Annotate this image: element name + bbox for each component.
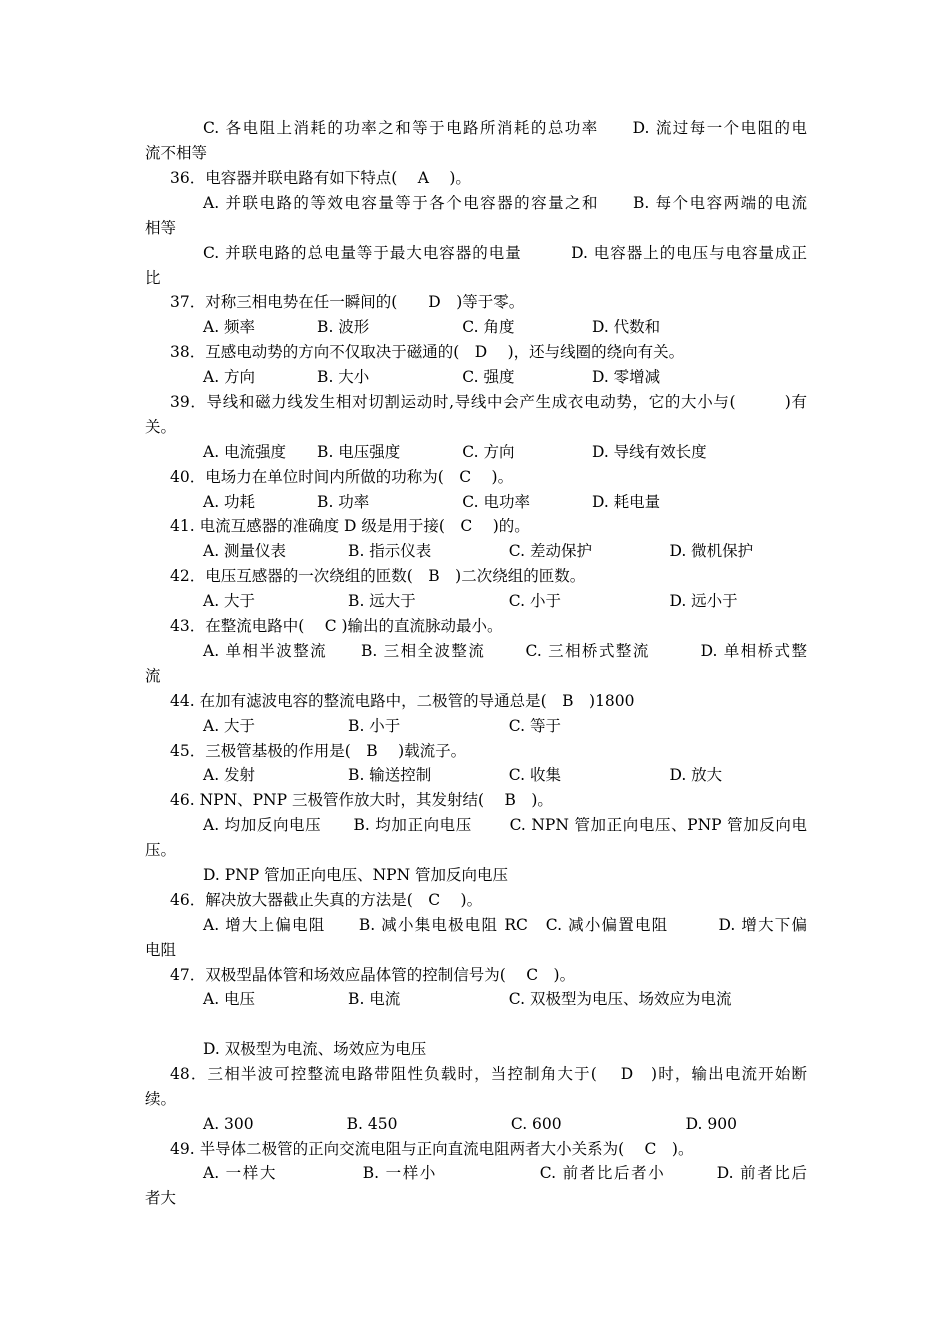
question-39-title: 39．导线和磁力线发生相对切割运动时,导线中会产生成衣电动势，它的大小与( )有 [170,393,807,411]
text-line: 续。 [145,1090,177,1108]
text-line: 比 [145,269,161,287]
question-37-title: 37．对称三相电势在任一瞬间的( D )等于零。 [170,293,525,311]
question-49-title: 49. 半导体二极管的正向交流电阻与正向直流电阻两者大小关系为( C )。 [170,1140,694,1158]
question-46b-title: 46．解决放大器截止失真的方法是( C )。 [170,891,483,909]
text-line: 流不相等 [145,144,208,162]
text-line: C. 各电阻上消耗的功率之和等于电路所消耗的总功率 D. 流过每一个电阻的电 [203,119,807,137]
question-38-title: 38．互感电动势的方向不仅取决于磁通的( D )，还与线圈的绕向有关。 [170,343,685,361]
question-40-title: 40．电场力在单位时间内所做的功称为( C )。 [170,468,514,486]
question-38-options: A. 方向 B. 大小 C. 强度 D. 零增减 [203,368,661,386]
text-line: 流 [145,667,161,685]
text-line: C. 并联电路的总电量等于最大电容器的电量 D. 电容器上的电压与电容量成正 [203,244,807,262]
question-46-option-d: D. PNP 管加正向电压、NPN 管加反向电压 [203,866,509,884]
text-line: 压。 [145,841,177,859]
question-47-title: 47．双极型晶体管和场效应晶体管的控制信号为( C )。 [170,966,576,984]
question-45-title: 45．三极管基极的作用是( B )载流子。 [170,742,467,760]
question-45-options: A. 发射 B. 输送控制 C. 收集 D. 放大 [203,766,723,784]
question-46-title: 46. NPN、PNP 三极管作放大时，其发射结( B )。 [170,791,553,809]
question-47-option-d: D. 双极型为电流、场效应为电压 [203,1040,427,1058]
question-48-title: 48．三相半波可控整流电路带阻性负载时，当控制角大于( D )时，输出电流开始断 [170,1065,807,1083]
question-43-title: 43．在整流电路中( C )输出的直流脉动最小。 [170,617,503,635]
question-48-options: A. 300 B. 450 C. 600 D. 900 [203,1115,737,1133]
question-37-options: A. 频率 B. 波形 C. 角度 D. 代数和 [203,318,661,336]
text-line: 相等 [145,219,177,237]
question-49-options: A. 一样大 B. 一样小 C. 前者比后者小 D. 前者比后 [203,1164,807,1182]
question-43-options: A. 单相半波整流 B. 三相全波整流 C. 三相桥式整流 D. 单相桥式整 [203,642,807,660]
question-41-options: A. 测量仪表 B. 指示仪表 C. 差动保护 D. 微机保护 [203,542,754,560]
question-46b-options: A. 增大上偏电阻 B. 减小集电极电阻 RC C. 减小偏置电阻 D. 增大下偏 [203,916,807,934]
question-44-options: A. 大于 B. 小于 C. 等于 [203,717,561,735]
question-42-title: 42．电压互感器的一次绕组的匝数( B )二次绕组的匝数。 [170,567,586,585]
question-36-title: 36．电容器并联电路有如下特点( A )。 [170,169,471,187]
question-46-options: A. 均加反向电压 B. 均加正向电压 C. NPN 管加正向电压、PNP 管加反向电 [203,816,807,834]
text-line: A. 并联电路的等效电容量等于各个电容器的容量之和 B. 每个电容两端的电流 [203,194,807,212]
question-44-title: 44. 在加有滤波电容的整流电路中，二极管的导通总是( B )1800 [170,692,635,710]
text-line: 关。 [145,418,177,436]
text-line: 者大 [145,1189,177,1207]
question-40-options: A. 功耗 B. 功率 C. 电功率 D. 耗电量 [203,493,661,511]
text-line: 电阻 [145,941,177,959]
question-41-title: 41. 电流互感器的准确度 D 级是用于接( C )的。 [170,517,530,535]
question-42-options: A. 大于 B. 远大于 C. 小于 D. 远小于 [203,592,738,610]
question-39-options: A. 电流强度 B. 电压强度 C. 方向 D. 导线有效长度 [203,443,707,461]
question-47-options: A. 电压 B. 电流 C. 双极型为电压、场效应为电流 [203,990,732,1008]
